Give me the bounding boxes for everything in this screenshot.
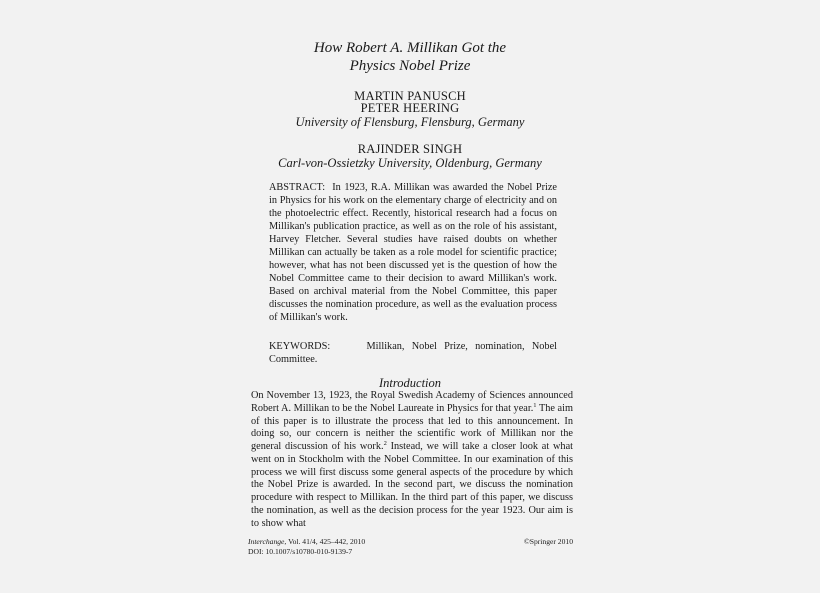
intro-text-2: The aim of this paper is to illustrate the process that led to this announcement. In doing so, our concern is neither the scientific work of Millikan nor the general discussion of his work. — [251, 402, 573, 452]
author-2: PETER HEERING — [360, 101, 460, 115]
keywords-label: KEYWORDS: — [269, 341, 331, 352]
affiliation-1: University of Flensburg, Flensburg, Germany — [295, 115, 525, 129]
footer-copyright: ©Springer 2010 — [523, 537, 573, 546]
journal-name: Interchange — [248, 537, 285, 546]
abstract-text: In 1923, R.A. Millikan was awarded the Nobel Prize in Physics for his work on the elementary charge of electricity and on the photoelectric effect. Recently, historical research had a focus on Millikan's publication practice, as well as on the role of his assistant, Harvey Fletcher. Several studies have raised doubts on whether Millikan can actually be taken as a role model for scientific practice; however, what has not been discussed yet is the question of how the Nobel Committee came to their decision to award Millikan's work. Based on archival material from the Nobel Committee, this paper discusses the nomination procedure, as well as the evaluation process of Millikan's work. — [269, 182, 558, 324]
citation-details: , Vol. 41/4, 425–442, 2010 — [284, 537, 366, 546]
footer-doi: DOI: 10.1007/s10780-010-9139-7 — [248, 546, 353, 556]
paper-title — [0, 39, 820, 75]
keywords — [269, 340, 557, 366]
section-heading: Introduction — [378, 376, 442, 390]
abstract — [269, 181, 557, 325]
keywords-text: Millikan, Nobel Prize, nomination, Nobel Committee. — [269, 341, 558, 366]
title-line-1: How Robert A. Millikan Got the — [313, 40, 507, 56]
footnote-marker-1: 1 — [533, 401, 537, 409]
intro-text-1: On November 13, 1923, the Royal Swedish Academy of Sciences announced Robert A. Millikan to be the Nobel Laureate in Physics for that year. — [251, 390, 573, 414]
intro-paragraph — [251, 390, 573, 530]
author-3: RAJINDER SINGH — [357, 142, 463, 156]
page-footer — [248, 537, 573, 556]
abstract-label: ABSTRACT: — [269, 182, 326, 193]
footnote-marker-2: 2 — [383, 440, 387, 447]
affiliation-2: Carl-von-Ossietzky University, Oldenburg, Germany — [278, 156, 542, 170]
author-1: MARTIN PANUSCH — [354, 89, 466, 103]
intro-text-3: Instead, we will take a closer look at what went on in Stockholm with the Nobel Committee. In our examination of this process we will first discuss some general aspects of the procedure by which the Nobel Prize is awarded. In the second part, we discuss the nomination procedure with respect to Millikan. In the third part of this paper, we discuss the nomination, as well as the decision process for the year 1923. Our aim is to show what — [251, 441, 573, 529]
title-line-2: Physics Nobel Prize — [349, 58, 471, 74]
